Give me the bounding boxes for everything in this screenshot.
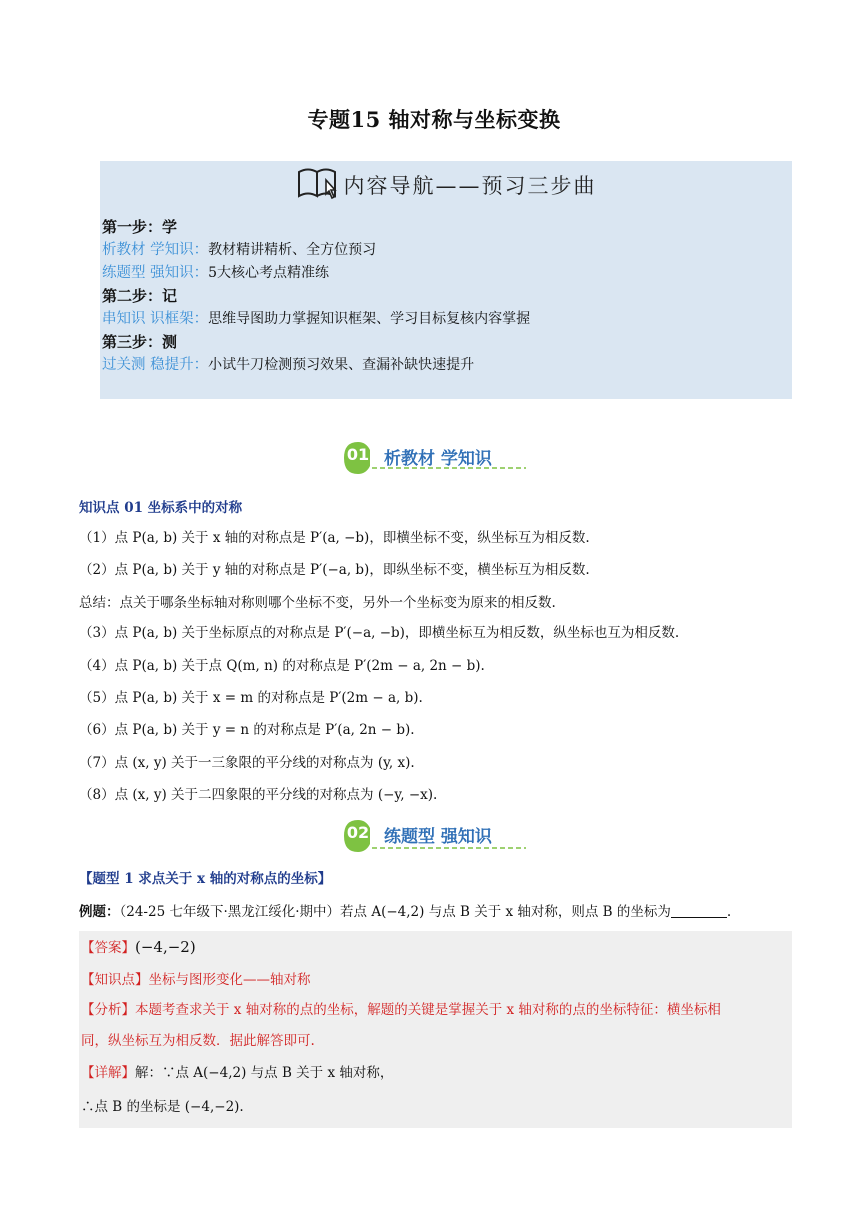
- analysis-label: 【分析】: [81, 1002, 135, 1018]
- section-banner-1: [338, 436, 528, 480]
- knowledge-text: 坐标与图形变化——轴对称: [148, 972, 311, 988]
- kp-item-2: （2）点 P(a, b) 关于 y 轴的对称点是 P′(−a, b)，即纵坐标不变，横坐标互为相反数.: [79, 562, 590, 578]
- example-text: （24-25 七年级下·黑龙江绥化·期中）若点 A(−4,2) 与点 B 关于 x 轴对称，则点 B 的坐标为: [119, 904, 671, 920]
- detail-row: [81, 1061, 393, 1081]
- step-2-label: 第二步：记: [102, 287, 178, 305]
- nav-heading-text: 内容导航——预习三步曲: [343, 174, 597, 198]
- knowledge-row: [81, 968, 311, 988]
- step-3-label: 第三步：测: [102, 333, 178, 351]
- answer-blank: [671, 903, 727, 918]
- analysis-text-1: 本题考查求关于 x 轴对称的点的坐标，解题的关键是掌握关于 x 轴对称的点的坐标特征：横坐标相: [135, 1002, 721, 1018]
- detail-label: 【详解】: [81, 1065, 135, 1081]
- book-pointer-icon: [296, 164, 340, 206]
- analysis-row-2: 同，纵坐标互为相反数．据此解答即可.: [81, 1033, 315, 1049]
- content-navigation-box: [100, 161, 792, 399]
- answer-row: [81, 936, 196, 956]
- answer-text: (−4,−2): [135, 938, 196, 956]
- kp-item-3: （3）点 P(a, b) 关于坐标原点的对称点是 P′(−a, −b)，即横坐标互为相反数，纵坐标也互为相反数.: [79, 625, 680, 641]
- nav-heading: [100, 165, 792, 205]
- knowledge-point-title: 知识点 01 坐标系中的对称: [79, 500, 243, 516]
- kp-summary: 总结：点关于哪条坐标轴对称则哪个坐标不变，另外一个坐标变为原来的相反数.: [79, 595, 556, 611]
- kp-item-1: （1）点 P(a, b) 关于 x 轴的对称点是 P′(a, −b)，即横坐标不变，纵坐标互为相反数.: [79, 530, 590, 546]
- section-1-label: 析教材 学知识: [384, 449, 492, 469]
- nav-row-4: [102, 355, 474, 375]
- answer-label: 【答案】: [81, 940, 135, 956]
- nav-row-2-text: 5大核心考点精准练: [208, 265, 330, 281]
- kp-item-7: （7）点 (x, y) 关于一三象限的平分线的对称点为 (y, x).: [79, 755, 415, 771]
- nav-row-1-text: 教材精讲精析、全方位预习: [208, 242, 377, 258]
- nav-row-3-text: 思维导图助力掌握知识框架、学习目标复核内容掌握: [208, 311, 531, 327]
- detail-row-2: ∴点 B 的坐标是 (−4,−2).: [81, 1099, 244, 1115]
- nav-row-4-label: 过关测 稳提升：: [102, 357, 209, 373]
- section-1-number: 01: [346, 445, 370, 464]
- section-2-number: 02: [346, 823, 370, 842]
- analysis-row: [81, 998, 721, 1018]
- example-label: 例题：: [79, 904, 120, 920]
- detail-text: 解：∵点 A(−4,2) 与点 B 关于 x 轴对称，: [135, 1065, 394, 1081]
- question-type-title: 【题型 1 求点关于 x 轴的对称点的坐标】: [79, 871, 332, 887]
- step-1-label: 第一步：学: [102, 218, 178, 236]
- kp-item-6: （6）点 P(a, b) 关于 y = n 的对称点是 P′(a, 2n − b).: [79, 722, 415, 738]
- nav-row-3: [102, 309, 530, 329]
- section-2-label: 练题型 强知识: [384, 827, 492, 847]
- kp-item-4: （4）点 P(a, b) 关于点 Q(m, n) 的对称点是 P′(2m − a, 2n − b).: [79, 658, 485, 674]
- example-end: .: [726, 904, 732, 920]
- section-banner-2: [338, 814, 528, 858]
- knowledge-label: 【知识点】: [81, 972, 149, 988]
- nav-row-2-label: 练题型 强知识：: [102, 265, 209, 281]
- page-title: 专题15 轴对称与坐标变换: [307, 107, 561, 132]
- nav-row-2: [102, 263, 329, 283]
- nav-row-3-label: 串知识 识框架：: [102, 311, 209, 327]
- example-question: [79, 900, 731, 920]
- nav-row-1-label: 析教材 学知识：: [102, 242, 209, 258]
- nav-row-1: [102, 240, 376, 260]
- kp-item-8: （8）点 (x, y) 关于二四象限的平分线的对称点为 (−y, −x).: [79, 787, 438, 803]
- nav-row-4-text: 小试牛刀检测预习效果、查漏补缺快速提升: [208, 357, 475, 373]
- kp-item-5: （5）点 P(a, b) 关于 x = m 的对称点是 P′(2m − a, b).: [79, 690, 423, 706]
- solution-box: [79, 931, 792, 1128]
